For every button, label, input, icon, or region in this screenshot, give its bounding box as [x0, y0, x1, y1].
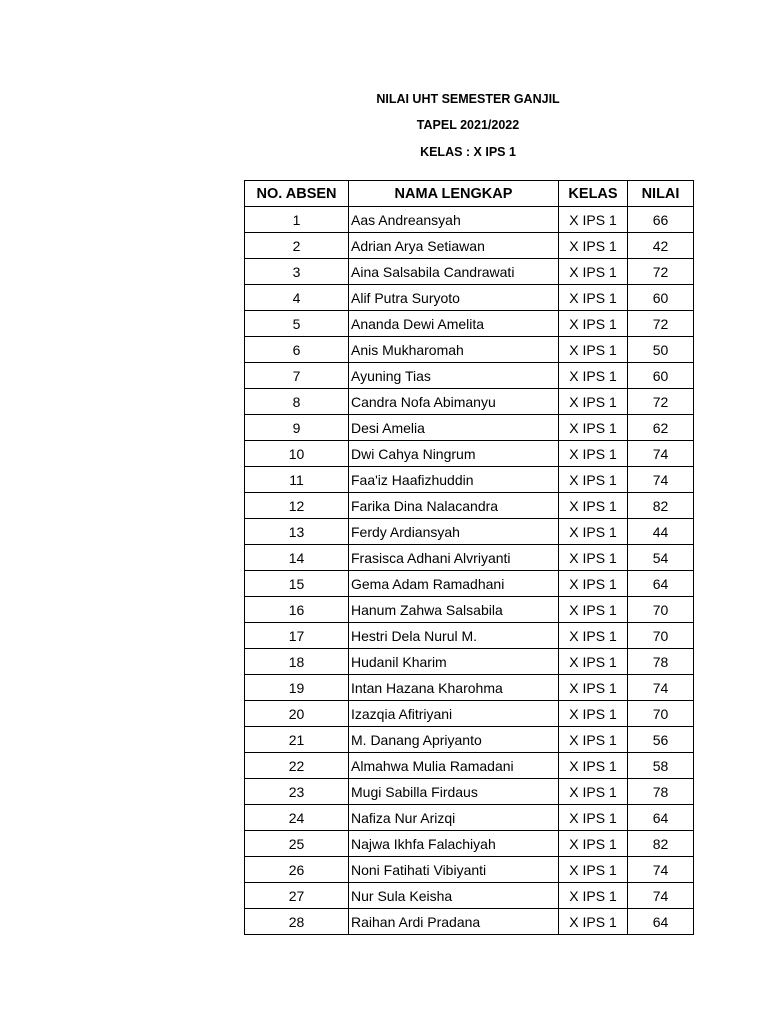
cell-nilai: 78: [628, 779, 694, 805]
cell-kelas: X IPS 1: [559, 467, 628, 493]
cell-kelas: X IPS 1: [559, 727, 628, 753]
table-row: [245, 311, 694, 337]
cell-no-absen: 4: [245, 285, 349, 311]
column-header-nilai: NILAI: [628, 181, 694, 207]
cell-kelas: X IPS 1: [559, 545, 628, 571]
cell-kelas: X IPS 1: [559, 363, 628, 389]
cell-no-absen: 21: [245, 727, 349, 753]
cell-nilai: 60: [628, 363, 694, 389]
cell-nilai: 60: [628, 285, 694, 311]
cell-nama-lengkap: Nur Sula Keisha: [349, 883, 559, 909]
cell-no-absen: 27: [245, 883, 349, 909]
cell-nilai: 62: [628, 415, 694, 441]
cell-no-absen: 3: [245, 259, 349, 285]
cell-kelas: X IPS 1: [559, 441, 628, 467]
cell-nama-lengkap: Hudanil Kharim: [349, 649, 559, 675]
cell-kelas: X IPS 1: [559, 883, 628, 909]
document-title: NILAI UHT SEMESTER GANJIL: [376, 92, 560, 106]
table-row: [245, 675, 694, 701]
table-row: [245, 389, 694, 415]
cell-no-absen: 22: [245, 753, 349, 779]
cell-no-absen: 18: [245, 649, 349, 675]
table-row: [245, 831, 694, 857]
cell-no-absen: 23: [245, 779, 349, 805]
cell-nama-lengkap: Aas Andreansyah: [349, 207, 559, 233]
table-row: [245, 883, 694, 909]
cell-kelas: X IPS 1: [559, 909, 628, 935]
cell-nama-lengkap: Intan Hazana Kharohma: [349, 675, 559, 701]
cell-nilai: 78: [628, 649, 694, 675]
cell-no-absen: 14: [245, 545, 349, 571]
cell-nama-lengkap: Almahwa Mulia Ramadani: [349, 753, 559, 779]
cell-no-absen: 25: [245, 831, 349, 857]
cell-no-absen: 24: [245, 805, 349, 831]
table-row: [245, 649, 694, 675]
cell-nilai: 72: [628, 389, 694, 415]
cell-no-absen: 20: [245, 701, 349, 727]
cell-nama-lengkap: Mugi Sabilla Firdaus: [349, 779, 559, 805]
cell-nilai: 54: [628, 545, 694, 571]
table-row: [245, 571, 694, 597]
cell-nilai: 74: [628, 675, 694, 701]
cell-kelas: X IPS 1: [559, 675, 628, 701]
table-row: [245, 779, 694, 805]
cell-kelas: X IPS 1: [559, 571, 628, 597]
table-row: [245, 363, 694, 389]
cell-nama-lengkap: Desi Amelia: [349, 415, 559, 441]
cell-nilai: 72: [628, 259, 694, 285]
cell-nilai: 50: [628, 337, 694, 363]
cell-nilai: 44: [628, 519, 694, 545]
cell-nilai: 70: [628, 623, 694, 649]
cell-nama-lengkap: Hestri Dela Nurul M.: [349, 623, 559, 649]
cell-kelas: X IPS 1: [559, 623, 628, 649]
table-row: [245, 727, 694, 753]
cell-no-absen: 6: [245, 337, 349, 363]
cell-kelas: X IPS 1: [559, 805, 628, 831]
cell-kelas: X IPS 1: [559, 337, 628, 363]
cell-kelas: X IPS 1: [559, 701, 628, 727]
cell-kelas: X IPS 1: [559, 831, 628, 857]
cell-no-absen: 7: [245, 363, 349, 389]
cell-no-absen: 2: [245, 233, 349, 259]
cell-nama-lengkap: Farika Dina Nalacandra: [349, 493, 559, 519]
cell-nilai: 58: [628, 753, 694, 779]
cell-nama-lengkap: Nafiza Nur Arizqi: [349, 805, 559, 831]
cell-no-absen: 8: [245, 389, 349, 415]
table-row: [245, 623, 694, 649]
cell-no-absen: 10: [245, 441, 349, 467]
table-header-row: [245, 181, 694, 207]
table-row: [245, 233, 694, 259]
cell-no-absen: 26: [245, 857, 349, 883]
grades-table: [244, 180, 694, 935]
cell-nama-lengkap: Ayuning Tias: [349, 363, 559, 389]
cell-nilai: 74: [628, 441, 694, 467]
table-row: [245, 701, 694, 727]
cell-kelas: X IPS 1: [559, 207, 628, 233]
cell-kelas: X IPS 1: [559, 649, 628, 675]
cell-kelas: X IPS 1: [559, 233, 628, 259]
table-row: [245, 519, 694, 545]
cell-no-absen: 17: [245, 623, 349, 649]
cell-nama-lengkap: Hanum Zahwa Salsabila: [349, 597, 559, 623]
cell-nama-lengkap: Alif Putra Suryoto: [349, 285, 559, 311]
column-header-nama-lengkap: NAMA LENGKAP: [349, 181, 559, 207]
cell-no-absen: 15: [245, 571, 349, 597]
cell-nama-lengkap: Ferdy Ardiansyah: [349, 519, 559, 545]
cell-nama-lengkap: Dwi Cahya Ningrum: [349, 441, 559, 467]
table-row: [245, 597, 694, 623]
cell-no-absen: 12: [245, 493, 349, 519]
cell-nilai: 42: [628, 233, 694, 259]
cell-nama-lengkap: Frasisca Adhani Alvriyanti: [349, 545, 559, 571]
cell-no-absen: 1: [245, 207, 349, 233]
table-row: [245, 753, 694, 779]
cell-nilai: 56: [628, 727, 694, 753]
academic-year: TAPEL 2021/2022: [416, 118, 520, 132]
cell-kelas: X IPS 1: [559, 259, 628, 285]
cell-no-absen: 5: [245, 311, 349, 337]
cell-kelas: X IPS 1: [559, 493, 628, 519]
cell-kelas: X IPS 1: [559, 519, 628, 545]
cell-kelas: X IPS 1: [559, 389, 628, 415]
cell-nilai: 64: [628, 909, 694, 935]
cell-nama-lengkap: Najwa Ikhfa Falachiyah: [349, 831, 559, 857]
column-header-no-absen: NO. ABSEN: [245, 181, 349, 207]
cell-nama-lengkap: Candra Nofa Abimanyu: [349, 389, 559, 415]
cell-nama-lengkap: Gema Adam Ramadhani: [349, 571, 559, 597]
cell-nama-lengkap: Adrian Arya Setiawan: [349, 233, 559, 259]
table-row: [245, 545, 694, 571]
cell-kelas: X IPS 1: [559, 311, 628, 337]
cell-nama-lengkap: Anis Mukharomah: [349, 337, 559, 363]
cell-nilai: 64: [628, 571, 694, 597]
table-row: [245, 259, 694, 285]
table-row: [245, 337, 694, 363]
cell-no-absen: 11: [245, 467, 349, 493]
cell-nama-lengkap: M. Danang Apriyanto: [349, 727, 559, 753]
cell-no-absen: 13: [245, 519, 349, 545]
table-row: [245, 909, 694, 935]
cell-kelas: X IPS 1: [559, 285, 628, 311]
cell-nilai: 74: [628, 857, 694, 883]
cell-nama-lengkap: Faa'iz Haafizhuddin: [349, 467, 559, 493]
cell-nilai: 64: [628, 805, 694, 831]
cell-nilai: 66: [628, 207, 694, 233]
column-header-kelas: KELAS: [559, 181, 628, 207]
cell-nilai: 74: [628, 883, 694, 909]
table-row: [245, 285, 694, 311]
table-row: [245, 493, 694, 519]
cell-nilai: 72: [628, 311, 694, 337]
table-row: [245, 805, 694, 831]
cell-nilai: 82: [628, 493, 694, 519]
cell-no-absen: 9: [245, 415, 349, 441]
table-row: [245, 441, 694, 467]
cell-nilai: 70: [628, 701, 694, 727]
cell-nama-lengkap: Noni Fatihati Vibiyanti: [349, 857, 559, 883]
table-row: [245, 467, 694, 493]
cell-nama-lengkap: Aina Salsabila Candrawati: [349, 259, 559, 285]
table-body: [245, 207, 694, 935]
cell-kelas: X IPS 1: [559, 415, 628, 441]
cell-nilai: 74: [628, 467, 694, 493]
table-row: [245, 207, 694, 233]
cell-nama-lengkap: Ananda Dewi Amelita: [349, 311, 559, 337]
cell-no-absen: 28: [245, 909, 349, 935]
cell-nama-lengkap: Raihan Ardi Pradana: [349, 909, 559, 935]
class-label: KELAS : X IPS 1: [420, 145, 516, 159]
cell-nilai: 82: [628, 831, 694, 857]
cell-kelas: X IPS 1: [559, 857, 628, 883]
cell-no-absen: 19: [245, 675, 349, 701]
table-row: [245, 857, 694, 883]
cell-kelas: X IPS 1: [559, 597, 628, 623]
table-row: [245, 415, 694, 441]
cell-kelas: X IPS 1: [559, 779, 628, 805]
cell-nama-lengkap: Izazqia Afitriyani: [349, 701, 559, 727]
cell-kelas: X IPS 1: [559, 753, 628, 779]
cell-no-absen: 16: [245, 597, 349, 623]
cell-nilai: 70: [628, 597, 694, 623]
